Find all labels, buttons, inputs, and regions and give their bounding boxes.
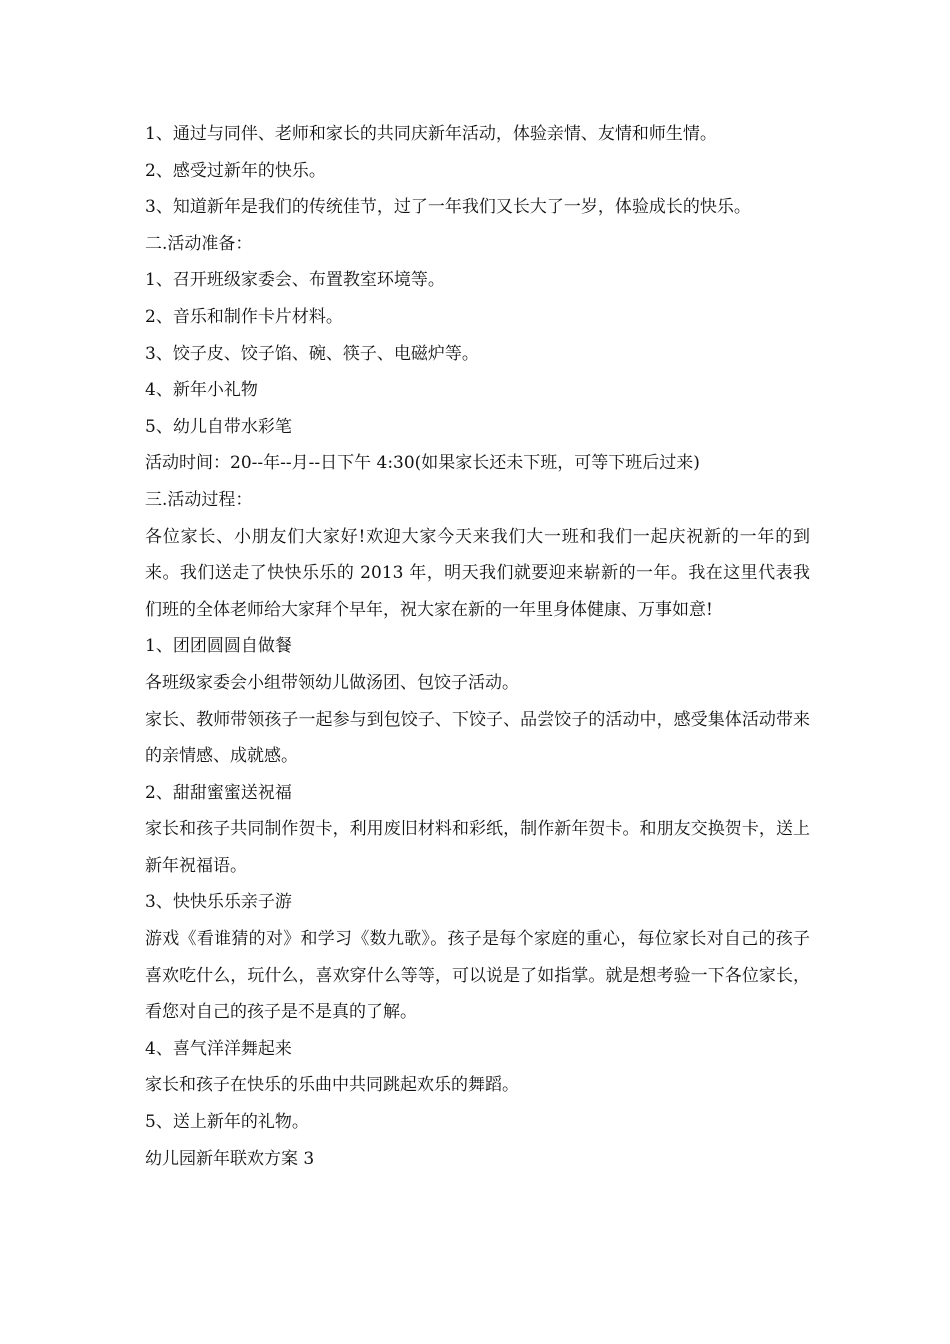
preparation-item-5: 5、幼儿自带水彩笔 [145,416,292,437]
process-item-3-text: 游戏《看谁猜的对》和学习《数九歌》。孩子是每个家庭的重心，每位家长对自己的孩子喜欢吃什么，玩什么，喜欢穿什么等等，可以说是了如指掌。就是想考验一下各位家长，看您对自己的孩子是不是真的了解。 [145,929,810,1023]
process-item-1-detail: 家长、教师带领孩子一起参与到包饺子、下饺子、品尝饺子的活动中，感受集体活动带来的亲情感、成就感。 [145,709,810,767]
opening-speech-paragraph: 各位家长、小朋友们大家好!欢迎大家今天来我们大一班和我们一起庆祝新的一年的到来。我们送走了快快乐乐的 2013 年，明天我们就要迎来崭新的一年。我在这里代表我们班的全体老师给大家拜个早年，祝大家在新的一年里身体健康、万事如意! [145,526,810,620]
process-item-3-title: 3、快快乐乐亲子游 [145,892,292,913]
next-plan-title: 幼儿园新年联欢方案 3 [145,1148,315,1169]
process-item-1-text: 各班级家委会小组带领幼儿做汤团、包饺子活动。 [145,672,519,693]
preparation-item-1: 1、召开班级家委会、布置教室环境等。 [145,270,445,291]
process-item-4-title: 4、喜气洋洋舞起来 [145,1038,292,1059]
goal-item-1: 1、通过与同伴、老师和家长的共同庆新年活动，体验亲情、友情和师生情。 [145,124,717,144]
process-item-4-text: 家长和孩子在快乐的乐曲中共同跳起欢乐的舞蹈。 [145,1075,519,1096]
activity-time: 活动时间：20--年--月--日下午 4:30(如果家长还未下班，可等下班后过来) [145,453,700,474]
preparation-item-3: 3、饺子皮、饺子馅、碗、筷子、电磁炉等。 [145,343,479,364]
process-item-2-title: 2、甜甜蜜蜜送祝福 [145,782,292,803]
process-item-2-text: 家长和孩子共同制作贺卡，利用废旧材料和彩纸，制作新年贺卡。和朋友交换贺卡，送上新年祝福语。 [145,819,810,876]
preparation-item-2: 2、音乐和制作卡片材料。 [145,306,343,327]
section-heading-process: 三.活动过程： [145,489,253,510]
goal-item-3: 3、知道新年是我们的传统佳节，过了一年我们又长大了一岁，体验成长的快乐。 [145,197,751,218]
process-item-1-title: 1、团团圆圆自做餐 [145,636,292,657]
document-body [145,116,810,1177]
process-item-5-title: 5、送上新年的礼物。 [145,1112,309,1133]
section-heading-preparation: 二.活动准备： [145,233,253,254]
goal-item-2: 2、感受过新年的快乐。 [145,160,326,181]
preparation-item-4: 4、新年小礼物 [145,380,258,401]
